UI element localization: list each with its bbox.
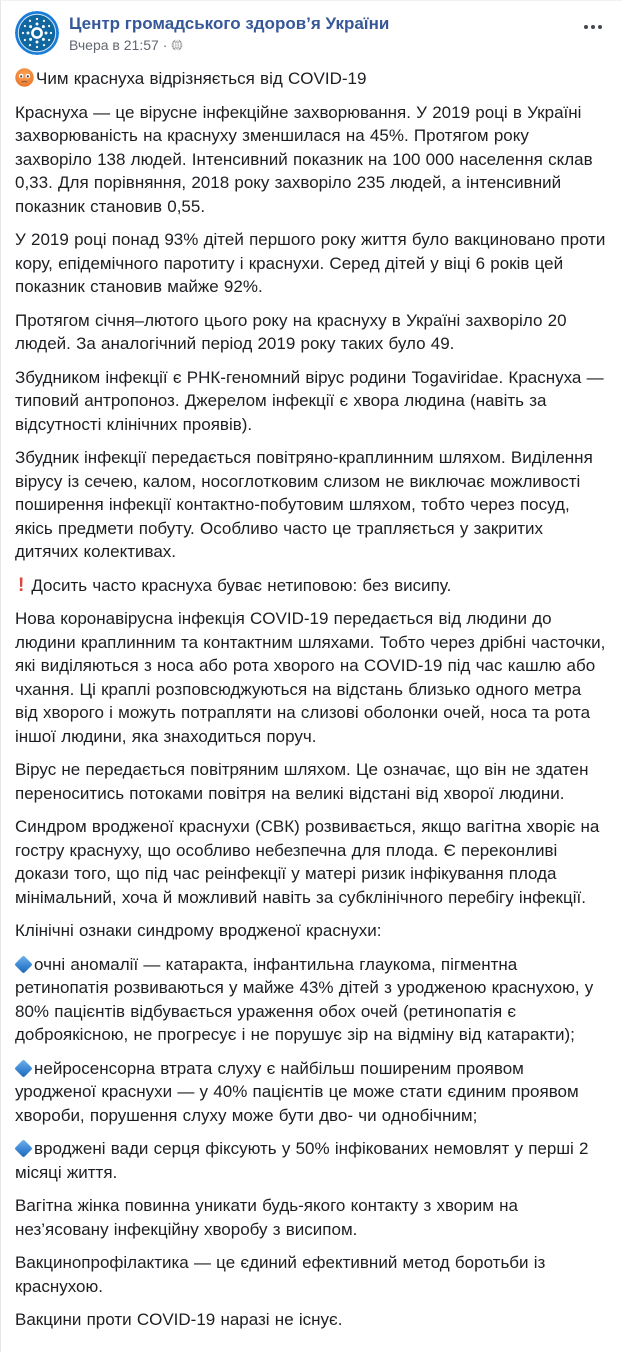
post-paragraph: Краснуха — це вірусне інфекційне захворювання. У 2019 році в Україні захворюваність на краснуху зменшилася на 45%. Протягом року захворіло 138 людей. Інтенсивний показник на 100 000 населення склав 0,33. Для порівняння, 2018 року захворіло 235 людей, а інтенсивний показник становив 0,55. <box>15 102 593 216</box>
bullet-item <box>15 1057 608 1128</box>
post-title-text: Чим краснуха відрізняється від COVID-19 <box>36 69 367 88</box>
post-paragraph: Протягом січня–лютого цього року на краснуху в Україні захворіло 20 людей. За аналогічний період 2019 року таких було 49. <box>15 310 567 353</box>
header-text <box>69 11 389 53</box>
flushed-face-emoji <box>15 68 34 87</box>
blue-diamond-icon <box>14 1139 32 1157</box>
post-meta <box>69 37 389 53</box>
post-paragraph: Вірус не передається повітряним шляхом. Це означає, що він не здатен переноситись потоками повітря на великі відстані від хворої людини. <box>15 760 589 803</box>
dot-icon <box>598 25 602 29</box>
post-paragraph: Нова коронавірусна інфекція COVID-19 передається від людини до людини краплинним та контактним шляхами. Тобто через дрібні часточки, які виділяються з носа або рота хворого на COVID-19 під час кашлю або чхання. Ці краплі розповсюджуються на відстань близько одного метра від хворого і можуть потрапляти на слизові оболонки очей, носа та рота іншої людини, яка знаходиться поруч. <box>15 609 606 746</box>
post-paragraph: Збудником інфекції є РНК-геномний вірус родини Togaviridae. Краснуха — типовий антропоноз. Джерелом інфекції є хвора людина (навіть за відсутності клінічних проявів). <box>15 367 604 434</box>
post-body <box>1 55 622 1348</box>
bullet-text: очні аномалії — катаракта, інфантильна глаукома, пігментна ретинопатія розвиваються у майже 43% дітей з уродженою краснухою, у 80% пацієнтів відбувається ураження обох очей (ретинопатія є доброякісною, не прогресує і не порушує зір на відміну від катаракти); <box>15 954 594 1044</box>
red-exclamation-icon: ! <box>18 574 25 596</box>
bullet-item <box>15 953 608 1047</box>
dot-icon <box>591 25 595 29</box>
post-paragraph: Вакцинопрофілактика — це єдиний ефективний метод боротьби із краснухою. <box>15 1253 546 1296</box>
page-name-link[interactable]: Центр громадського здоров’я України <box>69 14 390 33</box>
post-paragraph: Синдром вродженої краснухи (СВК) розвивається, якщо вагітна хворіє на гостру краснуху, що особливо небезпечна для плода. Є переконливі докази того, що під час реінфекції у матері ризик інфікування плода мінімальний, хоча й можливий навіть за субклінічного перебігу інфекції. <box>15 817 600 907</box>
blue-diamond-icon <box>14 955 32 973</box>
post-paragraph: Вакцини проти COVID-19 наразі не існує. <box>15 1310 343 1329</box>
post-paragraph: Вагітна жінка повинна уникати будь-якого контакту з хворим на нез’ясовану інфекційну хворобу з висипом. <box>15 1196 518 1239</box>
timestamp-link[interactable]: Вчера в 21:57 <box>69 37 159 53</box>
post-title <box>15 67 608 91</box>
bullet-text: вроджені вади серця фіксують у 50% інфікованих немовлят у перші 2 місяці життя. <box>15 1139 589 1182</box>
page-logo-icon <box>15 11 59 55</box>
clinical-heading: Клінічні ознаки синдрому вродженої краснухи: <box>15 921 382 940</box>
meta-separator: · <box>162 37 168 53</box>
dot-icon <box>584 25 588 29</box>
post-paragraph: Збудник інфекції передається повітряно-краплинним шляхом. Виділення вірусу із сечею, калом, носоглотковим слизом не виключає можливості поширення інфекції контактно-побутовим шляхом, тобто через посуд, якісь предмети побуту. Особливо часто це трапляється у закритих дитячих колективах. <box>15 448 593 561</box>
post-paragraph: У 2019 році понад 93% дітей першого року життя було вакциновано проти кору, епідемічного паротиту і краснухи. Серед дітей у віці 6 років цей показник становив майже 92%. <box>15 230 606 296</box>
post-options-button[interactable] <box>582 19 604 35</box>
alert-text: Досить часто краснуха буває нетиповою: без висипу. <box>31 575 452 595</box>
globe-privacy-icon <box>171 39 183 51</box>
bullet-item <box>15 1137 608 1184</box>
post-header <box>1 1 622 55</box>
alert-line <box>15 574 608 598</box>
bullet-text: нейросенсорна втрата слуху є найбільш поширеним проявом уродженої краснухи — у 40% пацієнтів це може стати єдиним проявом хвороби, порушення слуху може бути дво- чи однобічним; <box>15 1058 579 1125</box>
avatar[interactable] <box>15 11 59 55</box>
blue-diamond-icon <box>14 1059 32 1077</box>
